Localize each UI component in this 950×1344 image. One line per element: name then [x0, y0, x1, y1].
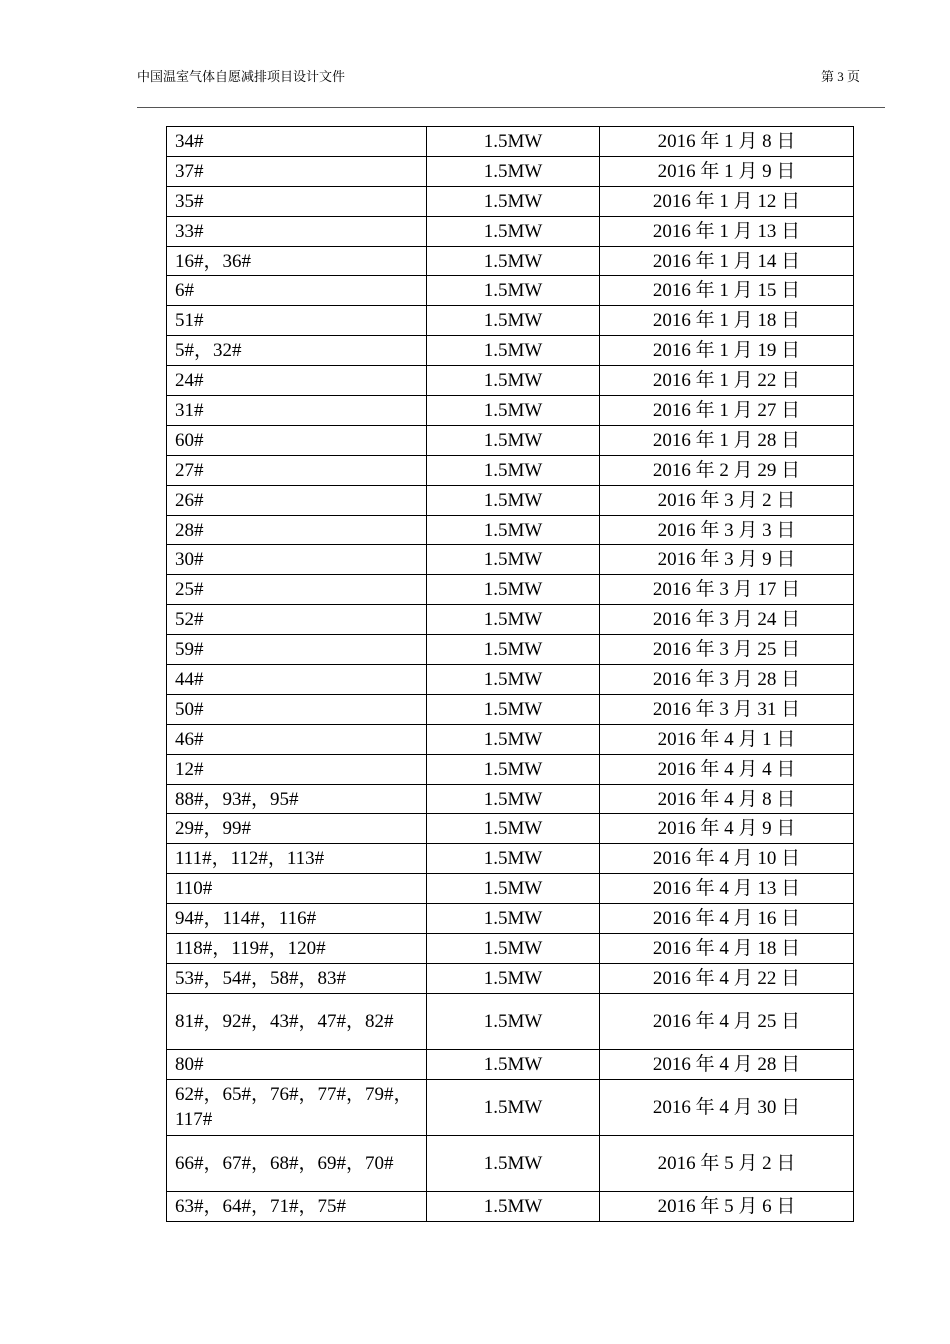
capacity-cell: 1.5MW	[427, 127, 600, 157]
capacity-cell: 1.5MW	[427, 396, 600, 426]
table-row	[167, 694, 854, 724]
turbine-units-cell: 51#	[167, 306, 427, 336]
capacity-cell: 1.5MW	[427, 844, 600, 874]
turbine-units-cell: 88#，93#，95#	[167, 784, 427, 814]
table-row	[167, 635, 854, 665]
table-row	[167, 904, 854, 934]
commission-date-cell: 2016 年 3 月 31 日	[600, 694, 854, 724]
turbine-units-cell: 53#，54#，58#，83#	[167, 963, 427, 993]
commission-date-cell: 2016 年 4 月 4 日	[600, 754, 854, 784]
turbine-units-cell: 30#	[167, 545, 427, 575]
table-row	[167, 396, 854, 426]
table-row	[167, 156, 854, 186]
turbine-units-cell: 34#	[167, 127, 427, 157]
capacity-cell: 1.5MW	[427, 515, 600, 545]
turbine-units-cell: 62#，65#，76#，77#，79#，117#	[167, 1079, 427, 1135]
commission-date-cell: 2016 年 3 月 2 日	[600, 485, 854, 515]
table-row	[167, 814, 854, 844]
commission-date-cell: 2016 年 3 月 25 日	[600, 635, 854, 665]
commission-date-cell: 2016 年 3 月 28 日	[600, 665, 854, 695]
capacity-cell: 1.5MW	[427, 724, 600, 754]
table-row	[167, 724, 854, 754]
turbine-units-cell: 46#	[167, 724, 427, 754]
capacity-cell: 1.5MW	[427, 545, 600, 575]
turbine-units-cell: 35#	[167, 186, 427, 216]
capacity-cell: 1.5MW	[427, 874, 600, 904]
turbine-units-cell: 60#	[167, 425, 427, 455]
commission-date-cell: 2016 年 1 月 13 日	[600, 216, 854, 246]
turbine-units-cell: 6#	[167, 276, 427, 306]
commission-date-cell: 2016 年 2 月 29 日	[600, 455, 854, 485]
table-row	[167, 754, 854, 784]
table-row	[167, 1049, 854, 1079]
table-row	[167, 127, 854, 157]
turbine-commissioning-table	[166, 126, 854, 1222]
turbine-units-cell: 27#	[167, 455, 427, 485]
table-row	[167, 246, 854, 276]
commission-date-cell: 2016 年 1 月 14 日	[600, 246, 854, 276]
commission-date-cell: 2016 年 4 月 25 日	[600, 993, 854, 1049]
table-row	[167, 934, 854, 964]
commission-date-cell: 2016 年 1 月 8 日	[600, 127, 854, 157]
table-row	[167, 425, 854, 455]
turbine-units-cell: 28#	[167, 515, 427, 545]
table-row	[167, 276, 854, 306]
turbine-units-cell: 81#，92#，43#，47#，82#	[167, 993, 427, 1049]
turbine-units-cell: 25#	[167, 575, 427, 605]
commission-date-cell: 2016 年 1 月 12 日	[600, 186, 854, 216]
document-title: 中国温室气体自愿减排项目设计文件	[137, 69, 346, 84]
commission-date-cell: 2016 年 4 月 8 日	[600, 784, 854, 814]
turbine-units-cell: 94#，114#，116#	[167, 904, 427, 934]
table-row	[167, 1135, 854, 1191]
commission-date-cell: 2016 年 3 月 3 日	[600, 515, 854, 545]
table-row	[167, 1191, 854, 1221]
capacity-cell: 1.5MW	[427, 934, 600, 964]
capacity-cell: 1.5MW	[427, 1079, 600, 1135]
commission-date-cell: 2016 年 1 月 22 日	[600, 366, 854, 396]
table-row	[167, 575, 854, 605]
table-row	[167, 455, 854, 485]
capacity-cell: 1.5MW	[427, 1191, 600, 1221]
capacity-cell: 1.5MW	[427, 784, 600, 814]
table-row	[167, 485, 854, 515]
turbine-units-cell: 66#，67#，68#，69#，70#	[167, 1135, 427, 1191]
capacity-cell: 1.5MW	[427, 605, 600, 635]
capacity-cell: 1.5MW	[427, 156, 600, 186]
commission-date-cell: 2016 年 5 月 6 日	[600, 1191, 854, 1221]
capacity-cell: 1.5MW	[427, 1049, 600, 1079]
turbine-units-cell: 111#，112#，113#	[167, 844, 427, 874]
table-row	[167, 993, 854, 1049]
commission-date-cell: 2016 年 4 月 28 日	[600, 1049, 854, 1079]
commission-date-cell: 2016 年 3 月 9 日	[600, 545, 854, 575]
table-row	[167, 186, 854, 216]
capacity-cell: 1.5MW	[427, 306, 600, 336]
capacity-cell: 1.5MW	[427, 366, 600, 396]
turbine-units-cell: 24#	[167, 366, 427, 396]
capacity-cell: 1.5MW	[427, 904, 600, 934]
capacity-cell: 1.5MW	[427, 814, 600, 844]
table-row	[167, 366, 854, 396]
table-row	[167, 515, 854, 545]
commission-date-cell: 2016 年 4 月 22 日	[600, 963, 854, 993]
turbine-units-cell: 33#	[167, 216, 427, 246]
capacity-cell: 1.5MW	[427, 455, 600, 485]
commission-date-cell: 2016 年 1 月 18 日	[600, 306, 854, 336]
turbine-units-cell: 44#	[167, 665, 427, 695]
commission-date-cell: 2016 年 4 月 1 日	[600, 724, 854, 754]
commission-date-cell: 2016 年 4 月 30 日	[600, 1079, 854, 1135]
capacity-cell: 1.5MW	[427, 754, 600, 784]
capacity-cell: 1.5MW	[427, 425, 600, 455]
turbine-units-cell: 52#	[167, 605, 427, 635]
commission-date-cell: 2016 年 1 月 27 日	[600, 396, 854, 426]
commission-date-cell: 2016 年 5 月 2 日	[600, 1135, 854, 1191]
commission-date-cell: 2016 年 1 月 9 日	[600, 156, 854, 186]
commission-date-cell: 2016 年 1 月 15 日	[600, 276, 854, 306]
turbine-units-cell: 29#，99#	[167, 814, 427, 844]
capacity-cell: 1.5MW	[427, 1135, 600, 1191]
capacity-cell: 1.5MW	[427, 635, 600, 665]
capacity-cell: 1.5MW	[427, 485, 600, 515]
capacity-cell: 1.5MW	[427, 575, 600, 605]
capacity-cell: 1.5MW	[427, 336, 600, 366]
capacity-cell: 1.5MW	[427, 246, 600, 276]
page-header	[137, 66, 860, 86]
table-row	[167, 605, 854, 635]
turbine-units-cell: 63#，64#，71#，75#	[167, 1191, 427, 1221]
table-row	[167, 844, 854, 874]
commission-date-cell: 2016 年 3 月 24 日	[600, 605, 854, 635]
table-row	[167, 545, 854, 575]
table-row	[167, 874, 854, 904]
turbine-units-cell: 26#	[167, 485, 427, 515]
table-row	[167, 963, 854, 993]
commission-date-cell: 2016 年 1 月 28 日	[600, 425, 854, 455]
commission-date-cell: 2016 年 1 月 19 日	[600, 336, 854, 366]
commission-date-cell: 2016 年 4 月 18 日	[600, 934, 854, 964]
commission-date-cell: 2016 年 4 月 13 日	[600, 874, 854, 904]
page-number: 第 3 页	[820, 69, 860, 84]
table-row	[167, 784, 854, 814]
turbine-units-cell: 37#	[167, 156, 427, 186]
capacity-cell: 1.5MW	[427, 276, 600, 306]
table-row	[167, 665, 854, 695]
capacity-cell: 1.5MW	[427, 216, 600, 246]
capacity-cell: 1.5MW	[427, 993, 600, 1049]
commission-date-cell: 2016 年 4 月 9 日	[600, 814, 854, 844]
turbine-units-cell: 59#	[167, 635, 427, 665]
commission-date-cell: 2016 年 4 月 10 日	[600, 844, 854, 874]
table-row	[167, 216, 854, 246]
turbine-units-cell: 31#	[167, 396, 427, 426]
capacity-cell: 1.5MW	[427, 694, 600, 724]
table-row	[167, 336, 854, 366]
turbine-units-cell: 50#	[167, 694, 427, 724]
table-body	[167, 127, 854, 1222]
turbine-units-cell: 16#，36#	[167, 246, 427, 276]
capacity-cell: 1.5MW	[427, 186, 600, 216]
header-divider	[137, 107, 885, 108]
turbine-units-cell: 118#，119#，120#	[167, 934, 427, 964]
table-row	[167, 1079, 854, 1135]
turbine-units-cell: 12#	[167, 754, 427, 784]
turbine-units-cell: 110#	[167, 874, 427, 904]
commission-date-cell: 2016 年 3 月 17 日	[600, 575, 854, 605]
capacity-cell: 1.5MW	[427, 963, 600, 993]
turbine-units-cell: 5#，32#	[167, 336, 427, 366]
turbine-units-cell: 80#	[167, 1049, 427, 1079]
commission-date-cell: 2016 年 4 月 16 日	[600, 904, 854, 934]
table-row	[167, 306, 854, 336]
capacity-cell: 1.5MW	[427, 665, 600, 695]
